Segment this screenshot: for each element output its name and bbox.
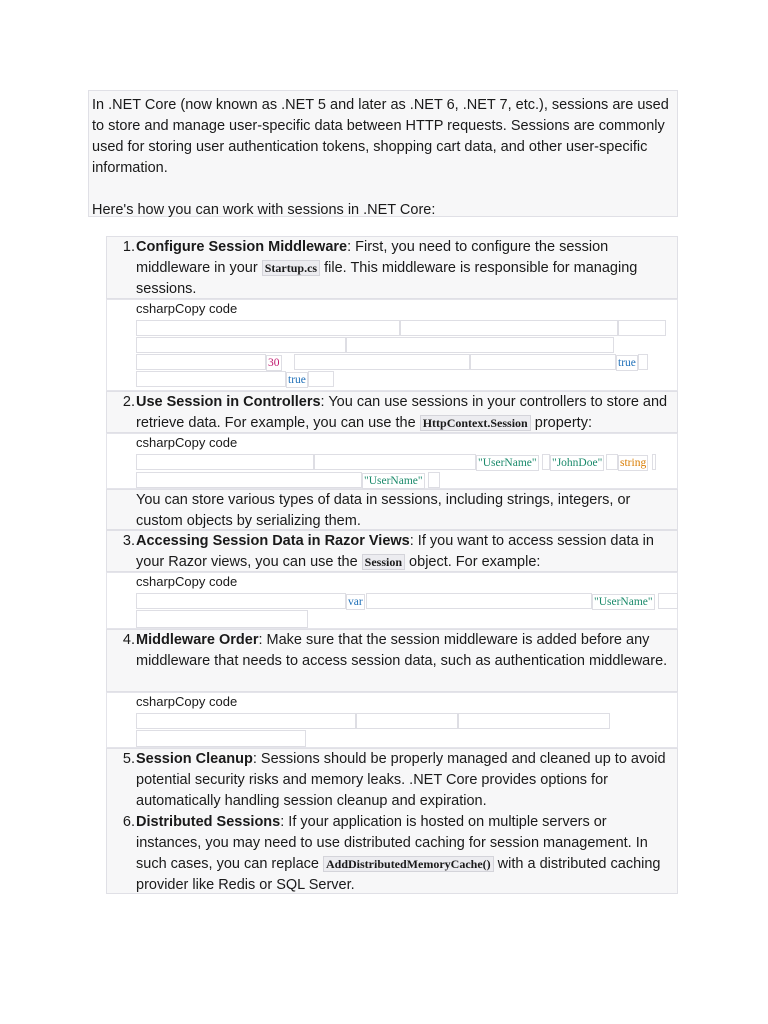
code-block-2 [106,433,678,489]
item-title: Accessing Session Data in Razor Views [136,533,410,549]
code-line [428,472,440,488]
item-text: : You can use sessions in your controllers to store and retrieve data. For example, you can use the [136,394,668,431]
code-line [308,371,334,387]
code-line [366,593,592,609]
item-text: : Make sure that the session middleware is added before any middleware that needs to access session data, such as authentication middleware. [136,632,668,669]
item-text: property: [530,415,592,431]
code-language: csharp [136,574,176,589]
item-title: Session Cleanup [136,751,253,767]
code-keyword: var [348,596,363,608]
code-line [136,472,362,488]
code-type: string [620,457,647,469]
code-line [618,320,666,336]
item-text: : If your application is hosted on multiple servers or instances, you may need to use distributed caching for session management. In such cases, you can replace [136,814,648,872]
code-line [136,713,356,729]
code-line [458,713,610,729]
inline-code: Session [362,554,405,570]
item-title: Distributed Sessions [136,814,281,830]
code-number: 30 [268,357,280,369]
code-line [136,320,400,336]
item-text: object. For example: [405,554,541,570]
code-keyword: true [618,357,636,369]
inline-code: HttpContext.Session [420,415,531,431]
list-item-1 [106,236,678,299]
code-line [136,337,346,353]
list-items-5-6 [106,748,678,894]
item-text: with a distributed caching provider like Redis or SQL Server. [136,856,661,893]
code-line [542,454,550,470]
item-text: : Sessions should be properly managed and cleaned up to avoid potential security risks and memory leaks. .NET Core provides options for automatically handling session cleanup and expiration. [136,751,666,809]
code-line [470,354,616,370]
list-item-3 [106,530,678,572]
item-number: 2. [122,394,135,410]
copy-code-button[interactable]: Copy code [175,435,238,450]
code-string: "UserName" [594,596,653,608]
code-line [136,730,306,747]
item-2-note [106,489,678,530]
item-text: : First, you need to configure the session middleware in your [136,239,609,276]
item-title: Configure Session Middleware [136,239,348,255]
code-line [400,320,618,336]
copy-code-button[interactable]: Copy code [175,574,238,589]
item-text: : If you want to access session data in your Razor views, you can use the [136,533,654,570]
item-number: 1. [122,239,135,255]
code-line [136,454,314,470]
intro-paragraph: In .NET Core (now known as .NET 5 and later as .NET 6, .NET 7, etc.), sessions are used to store and manage user-specific data between HTTP requests. Sessions are commonly used for storing user authentication tokens, shopping cart data, and other user-specific information. [92,97,669,176]
code-line [652,454,656,470]
code-keyword: true [288,374,306,386]
item-number: 3. [122,533,135,549]
intro-lead: Here's how you can work with sessions in .NET Core: [92,202,436,218]
list-item-5 [107,749,677,812]
code-string: "UserName" [478,457,537,469]
code-line [314,454,476,470]
code-line [346,337,614,353]
copy-code-button[interactable]: Copy code [175,301,238,316]
code-line [294,354,470,370]
item-title: Use Session in Controllers [136,394,321,410]
item-number: 6. [122,814,135,830]
copy-code-button[interactable]: Copy code [175,694,238,709]
item-text: You can store various types of data in sessions, including strings, integers, or custom objects by serializing them. [136,492,631,529]
code-block-3 [106,572,678,629]
code-line [136,371,286,387]
code-language: csharp [136,301,176,316]
code-line [136,610,308,628]
list-item-6 [107,812,677,896]
code-line [136,354,266,370]
code-line [136,593,346,609]
inline-code: Startup.cs [262,260,320,276]
code-string: "UserName" [364,475,423,487]
code-block-4 [106,692,678,748]
code-line [658,593,678,609]
item-number: 4. [122,632,135,648]
code-block-1 [106,299,678,391]
intro-block [88,90,678,217]
list-item-4 [106,629,678,692]
item-text: file. This middleware is responsible for managing sessions. [136,260,638,297]
list-item-2 [106,391,678,433]
code-string: "JohnDoe" [552,457,603,469]
inline-code: AddDistributedMemoryCache() [323,856,494,872]
item-number: 5. [122,751,135,767]
code-line [606,454,618,470]
code-line [356,713,458,729]
code-line [638,354,648,370]
code-language: csharp [136,435,176,450]
item-title: Middleware Order [136,632,259,648]
code-language: csharp [136,694,176,709]
